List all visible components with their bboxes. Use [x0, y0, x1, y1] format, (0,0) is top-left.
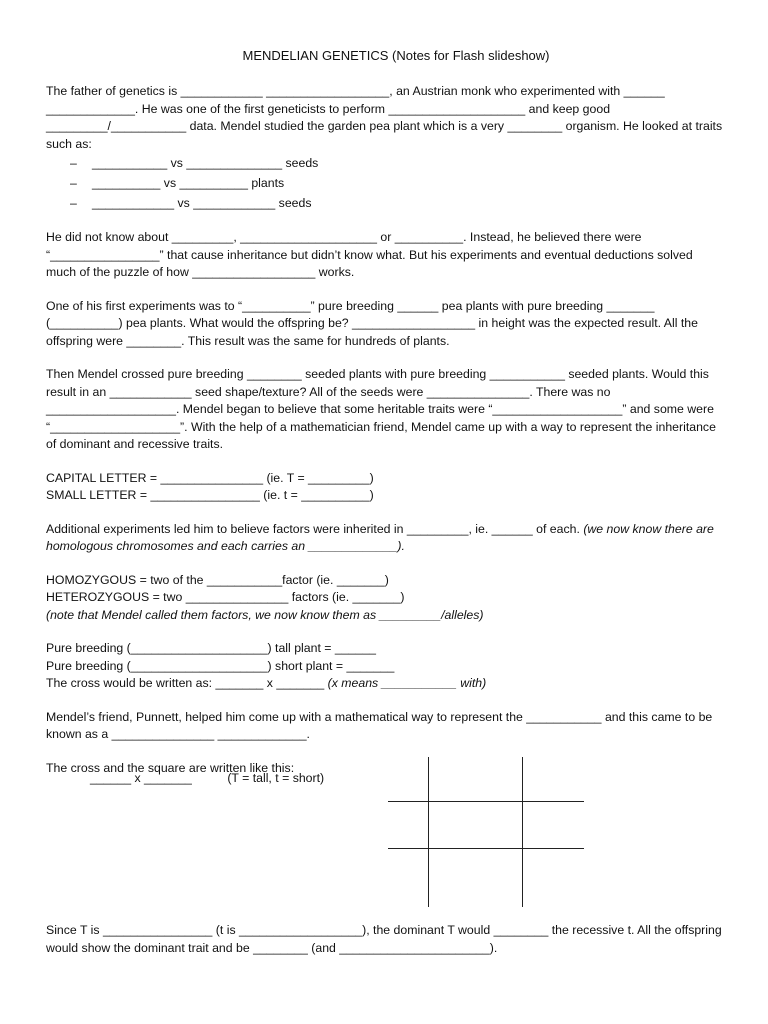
spacer [46, 213, 726, 229]
factors-note: (we now know there are homologous chromosomes and each carries an _____________). [46, 521, 714, 553]
factors-text: Additional experiments led him to believe factors were inherited in _________, ie. ______ of each. [46, 521, 584, 536]
grid-line [522, 757, 523, 907]
traits-list [46, 153, 726, 213]
spacer [46, 693, 726, 709]
trait-seeds-2: ____________ vs ____________ seeds [92, 196, 312, 210]
capital-letter-line: CAPITAL LETTER = _______________ (ie. T = _________) [46, 470, 374, 485]
paragraph-first-experiment: One of his first experiments was to “__________” pure breeding ______ pea plants with pure breeding _______ (__________) pea plants. What would the offspring be? __________________ in height was the expected result. All the offspring were ________. This result was the same for hundreds of plants. [46, 298, 698, 348]
cross-written-line [46, 675, 726, 693]
alleles-note: (note that Mendel called them factors, we now know them as _________/alleles) [46, 607, 484, 622]
spacer [46, 624, 726, 640]
spacer [46, 454, 726, 470]
list-item [46, 193, 726, 213]
spacer [46, 350, 726, 366]
paragraph-inheritance: He did not know about _________, ____________________ or __________. Instead, he believed there were “________________” that cause inheritance but didn’t know what. But his experiments and eventual deductions solved much of the puzzle of how __________________ works. [46, 230, 693, 279]
grid-line [388, 801, 584, 802]
spacer [46, 556, 726, 572]
spacer [46, 282, 726, 298]
paragraph-dominant: Since T is ________________ (t is __________________), the dominant T would ________ the recessive t. All the offspring would show the dominant trait and be ________ (and ______________________). [46, 923, 722, 955]
list-item [46, 153, 726, 173]
square-intro: The cross and the square are written like this: [46, 760, 295, 775]
pure-breeding-tall: Pure breeding (____________________) tall plant = ______ [46, 641, 376, 655]
trait-plants: __________ vs __________ plants [92, 176, 285, 190]
pure-breeding-short: Pure breeding (____________________) short plant = _______ [46, 658, 395, 673]
heterozygous-line: HETEROZYGOUS = two _______________ factors (ie. _______) [46, 590, 405, 604]
square-cross: ______ x _______ [90, 771, 192, 785]
square-cross-line [46, 771, 376, 785]
list-item [46, 173, 726, 193]
grid-line [388, 848, 584, 849]
small-letter-line: SMALL LETTER = ________________ (ie. t = __________) [46, 488, 374, 502]
punnett-square [388, 757, 584, 907]
paragraph-punnett: Mendel’s friend, Punnett, helped him come up with a mathematical way to represent the ___________ and this came to be known as a _______________ _____________. [46, 709, 713, 741]
cross-note: (x means ___________ with) [327, 676, 487, 690]
paragraph-seed-cross: Then Mendel crossed pure breeding ________ seeded plants with pure breeding ___________ seeded plants. Would this result in an ____________ seed shape/texture? All of the seeds were _______________. There was no ___________________. Mendel began to believe that some heritable traits were “___________________” and some were “___________________”. With the help of a mathematician friend, Mendel came up with a way to represent the inheritance of dominant and recessive traits. [46, 367, 716, 451]
page-title: MENDELIAN GENETICS (Notes for Flash slideshow) [242, 48, 550, 63]
spacer [46, 744, 726, 760]
paragraph-father-of-genetics: The father of genetics is ____________ __________________, an Austrian monk who experimented with ______ _____________. He was one of the first geneticists to perform ____________________ and keep good _________/___________ data. Mendel studied the garden pea plant which is a very ________ organism. He looked at traits such as: [46, 84, 723, 151]
homozygous-line: HOMOZYGOUS = two of the ___________factor (ie. _______) [46, 572, 389, 587]
grid-line [428, 757, 429, 907]
worksheet-page [46, 48, 726, 777]
paragraph-factors [46, 521, 726, 556]
square-key: (T = tall, t = short) [227, 771, 325, 785]
trait-seeds-1: ___________ vs ______________ seeds [92, 156, 319, 170]
spacer [46, 505, 726, 521]
cross-text: The cross would be written as: _______ x _______ [46, 676, 328, 690]
